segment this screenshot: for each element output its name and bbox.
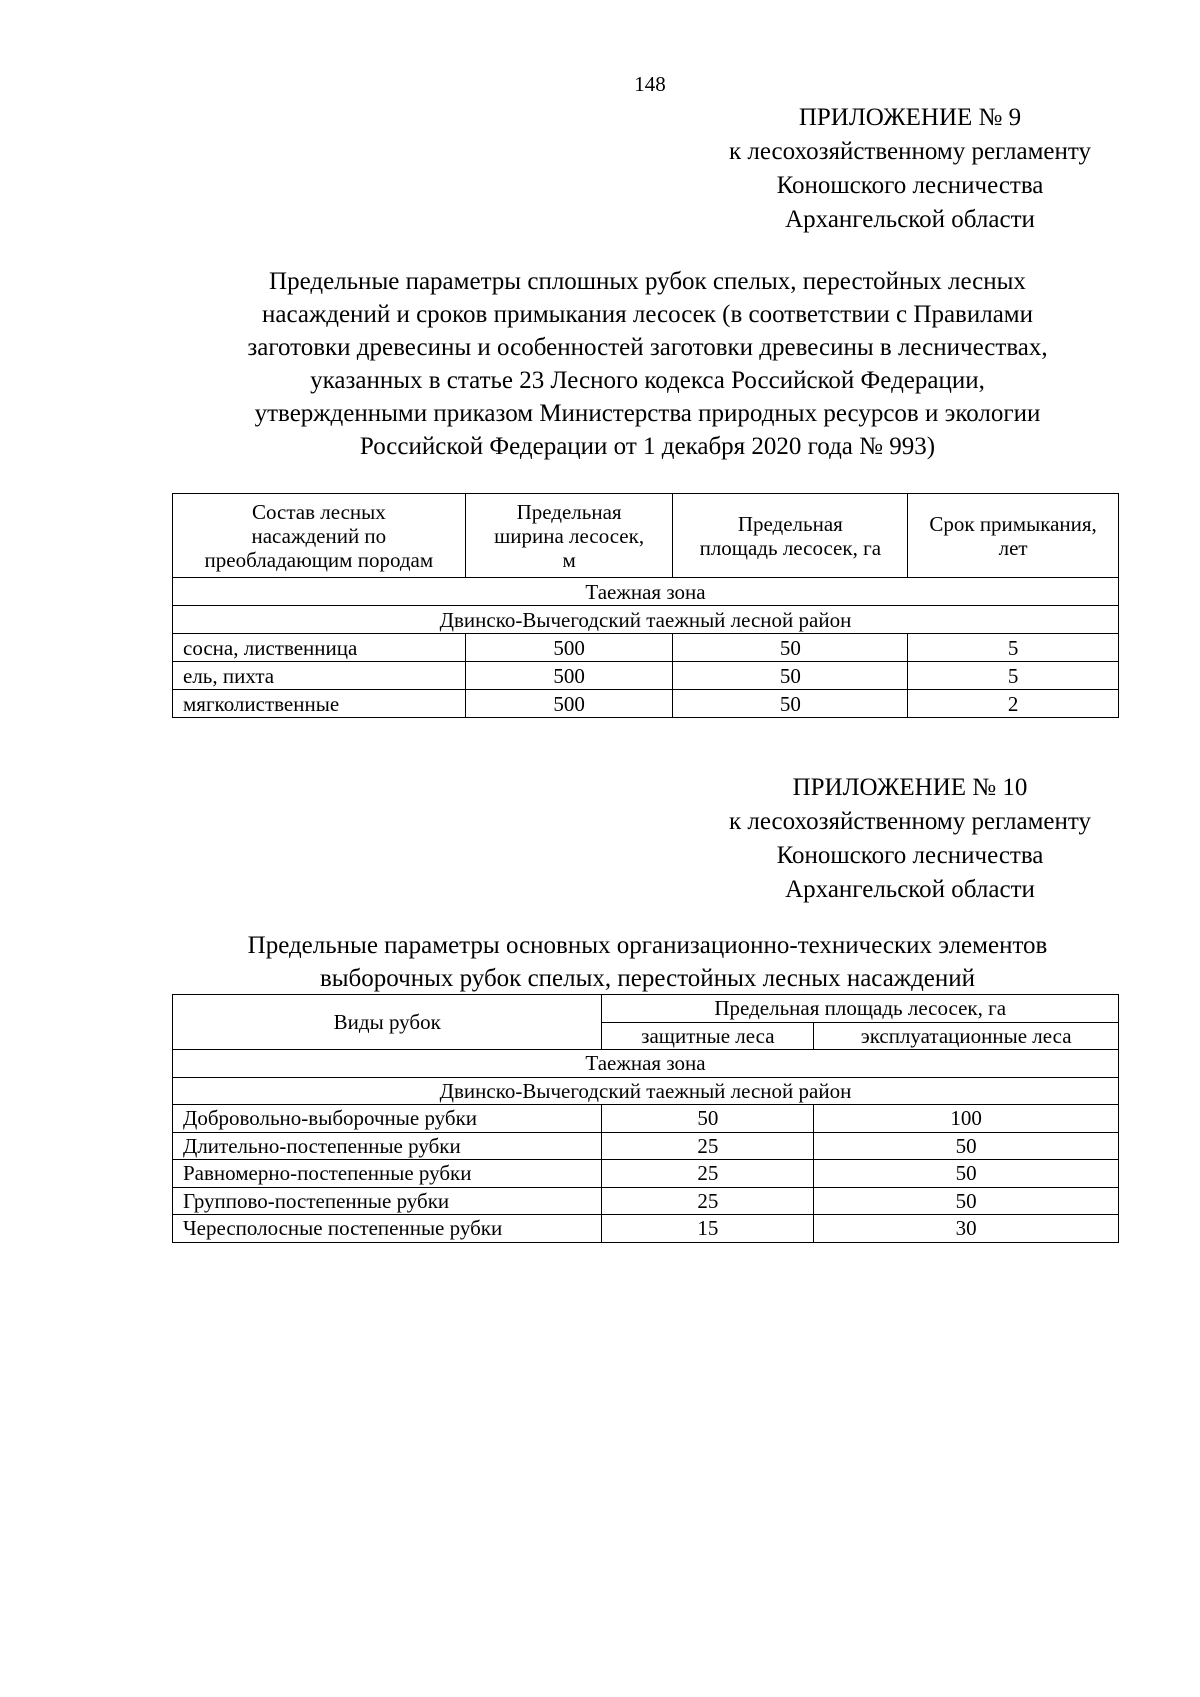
header-text: Предельная — [516, 499, 622, 524]
table-cell: сосна, лиственница — [173, 634, 466, 662]
zone-cell: Таежная зона — [173, 1050, 1119, 1078]
table-cell: 500 — [465, 634, 673, 662]
table-cell: 2 — [908, 690, 1119, 718]
table-header-row — [173, 494, 1119, 578]
table-cell: 500 — [465, 690, 673, 718]
header-text: лет — [998, 535, 1028, 560]
table-cell: Длительно-постепенные рубки — [173, 1132, 602, 1160]
header-adjacency — [908, 494, 1119, 578]
title-line: Предельные параметры основных организационно-технических элементов — [247, 932, 1048, 959]
zone-row — [173, 1050, 1119, 1078]
table-cell: 5 — [908, 662, 1119, 690]
table-cell: 50 — [814, 1187, 1119, 1215]
header-max-area: Предельная площадь лесосек, га — [602, 995, 1119, 1023]
header-text: площадь лесосек, га — [699, 535, 882, 560]
title-line: Российской Федерации от 1 декабря 2020 года № 993) — [359, 433, 936, 460]
appendix-9-line2: Коношского лесничества — [776, 172, 1044, 199]
table-row — [173, 1187, 1119, 1215]
title-line: Предельные параметры сплошных рубок спелых, перестойных лесных — [269, 268, 1026, 295]
region-row — [173, 606, 1119, 634]
table-cell: Равномерно-постепенные рубки — [173, 1160, 602, 1188]
table-cell: 5 — [908, 634, 1119, 662]
zone-cell: Таежная зона — [173, 578, 1119, 606]
page-number: 148 — [634, 72, 666, 96]
table-cell: 500 — [465, 662, 673, 690]
header-text: м — [562, 547, 576, 572]
appendix-9-line3: Архангельской области — [785, 206, 1035, 233]
header-cut-types: Виды рубок — [173, 995, 602, 1050]
table-row — [173, 1160, 1119, 1188]
table-cell: мягколиственные — [173, 690, 466, 718]
table-cell: Добровольно-выборочные рубки — [173, 1105, 602, 1133]
table-row — [173, 1105, 1119, 1133]
appendix-9-line1: к лесохозяйственному регламенту — [728, 138, 1092, 165]
subheader-protective: защитные леса — [602, 1022, 814, 1050]
header-text: ширина лесосек, — [494, 523, 645, 548]
title-line: заготовки древесины и особенностей заготовки древесины в лесничествах, — [247, 334, 1048, 361]
table-cell: Чересполосные постепенные рубки — [173, 1215, 602, 1243]
appendix-10-heading: ПРИЛОЖЕНИЕ № 10 — [792, 774, 1028, 801]
header-text: Состав лесных — [251, 499, 386, 524]
table-row — [173, 634, 1119, 662]
table-cell: 50 — [673, 634, 908, 662]
zone-row — [173, 578, 1119, 606]
title-line: насаждений и сроков примыкания лесосек (в соответствии с Правилами — [262, 301, 1033, 328]
table-header-row — [173, 995, 1119, 1023]
region-cell: Двинско-Вычегодский таежный лесной район — [173, 1077, 1119, 1105]
appendix-10-line1: к лесохозяйственному регламенту — [728, 808, 1092, 835]
region-cell: Двинско-Вычегодский таежный лесной район — [173, 606, 1119, 634]
table-cell: ель, пихта — [173, 662, 466, 690]
header-text: Срок примыкания, — [929, 511, 1097, 536]
header-width — [465, 494, 673, 578]
appendix-9-header — [690, 101, 1130, 237]
header-area — [673, 494, 908, 578]
title-line: выборочных рубок спелых, перестойных лесных насаждений — [319, 965, 976, 992]
table-cell: 50 — [814, 1132, 1119, 1160]
appendix-10-line2: Коношского лесничества — [776, 842, 1044, 869]
table-row — [173, 662, 1119, 690]
header-text: Предельная — [737, 511, 843, 536]
region-row — [173, 1077, 1119, 1105]
appendix-10-header — [690, 771, 1130, 907]
table-cell: 25 — [602, 1160, 814, 1188]
table-row — [173, 1215, 1119, 1243]
subheader-exploitation: эксплуатационные леса — [814, 1022, 1119, 1050]
appendix-10-line3: Архангельской области — [785, 876, 1035, 903]
table-cell: 25 — [602, 1132, 814, 1160]
clear-cut-parameters-table — [172, 493, 1119, 718]
table-cell: 50 — [602, 1105, 814, 1133]
table-cell: Группово-постепенные рубки — [173, 1187, 602, 1215]
table-cell: 15 — [602, 1215, 814, 1243]
title-line: утвержденными приказом Министерства природных ресурсов и экологии — [254, 400, 1041, 427]
selective-cut-parameters-table — [172, 994, 1119, 1243]
table-row — [173, 690, 1119, 718]
table-cell: 50 — [673, 662, 908, 690]
table-cell: 25 — [602, 1187, 814, 1215]
header-composition — [173, 494, 466, 578]
title-line: указанных в статье 23 Лесного кодекса Российской Федерации, — [310, 367, 985, 394]
header-text: преобладающим породам — [204, 547, 434, 572]
table-cell: 30 — [814, 1215, 1119, 1243]
table-cell: 100 — [814, 1105, 1119, 1133]
appendix-9-title — [160, 265, 1135, 463]
appendix-9-heading: ПРИЛОЖЕНИЕ № 9 — [798, 104, 1022, 131]
table-cell: 50 — [673, 690, 908, 718]
table-row — [173, 1132, 1119, 1160]
table-cell: 50 — [814, 1160, 1119, 1188]
appendix-10-title — [160, 929, 1135, 995]
header-text: насаждений по — [251, 523, 387, 548]
